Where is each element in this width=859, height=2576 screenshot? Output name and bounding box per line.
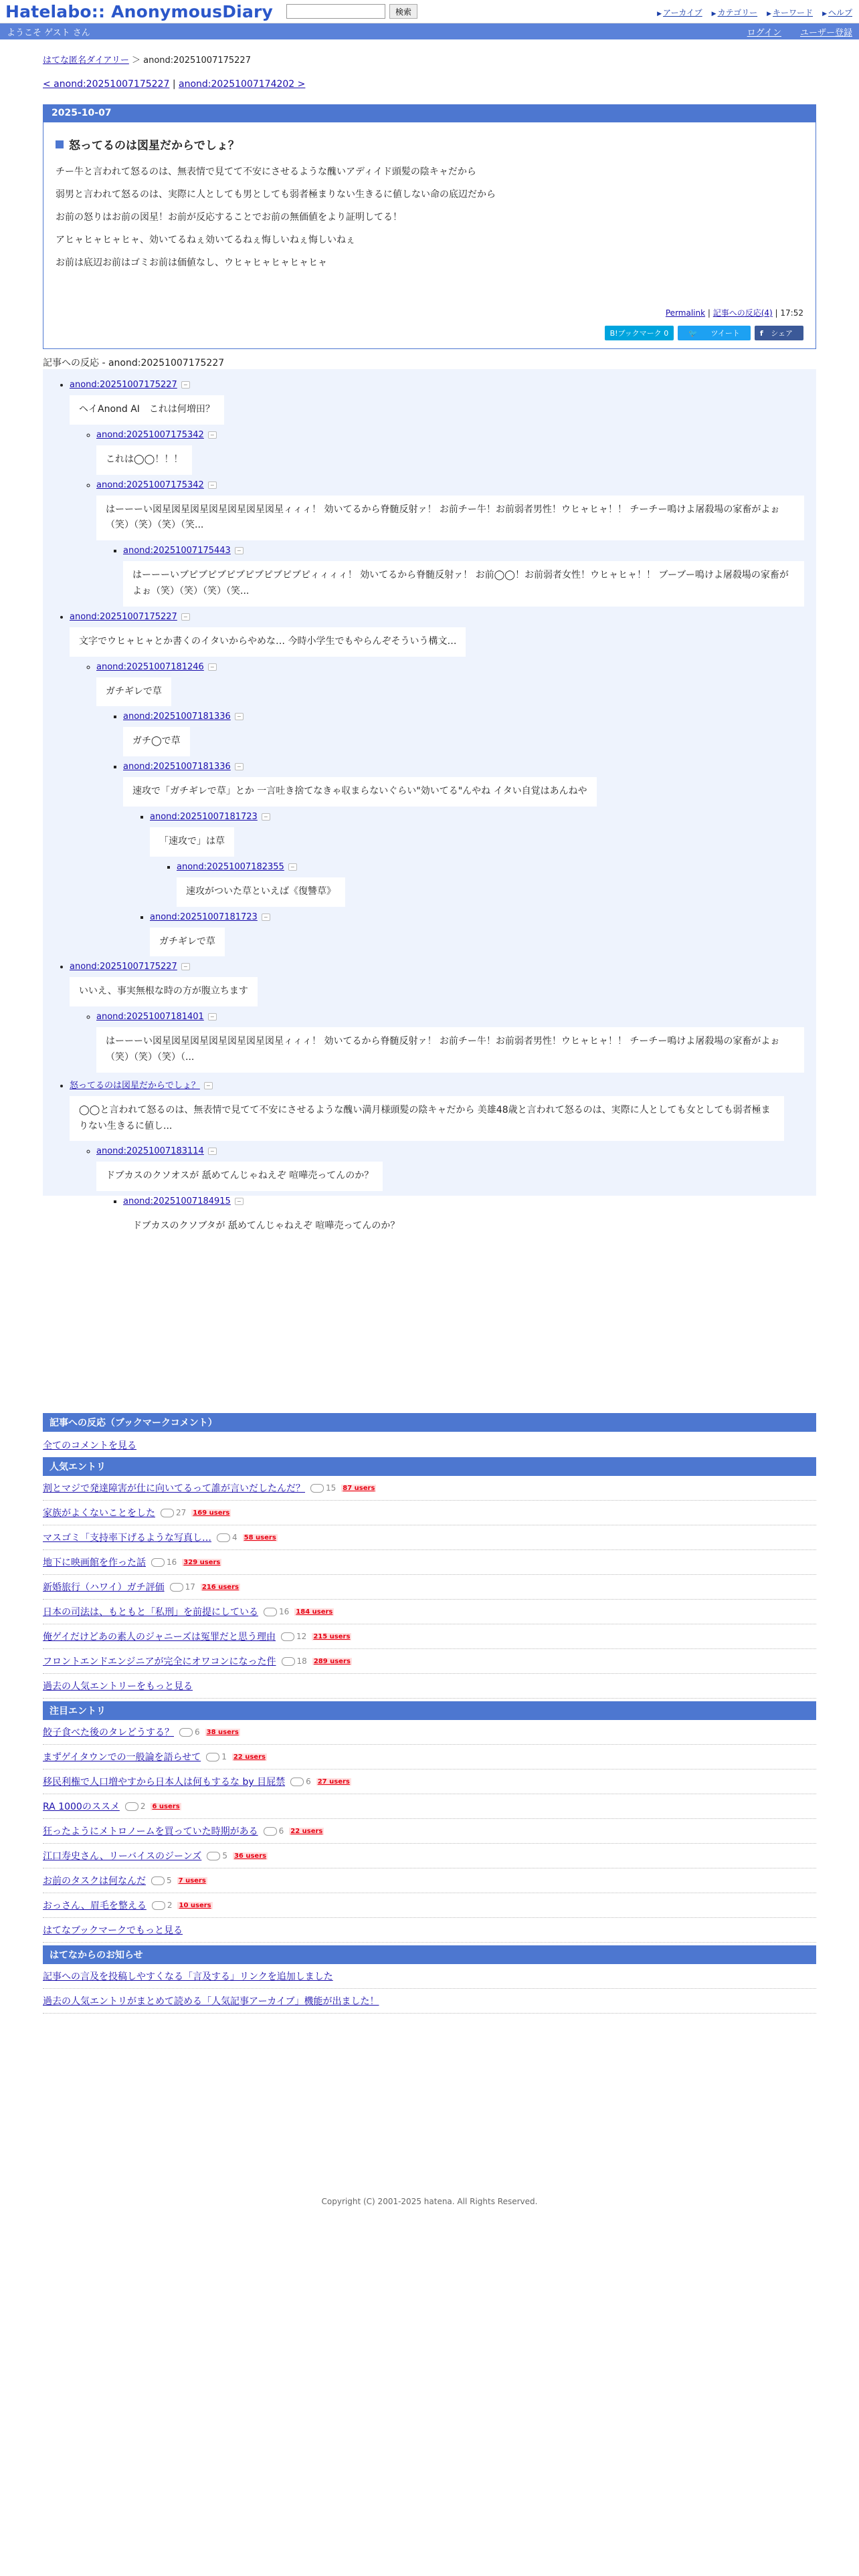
login-link[interactable]: ログイン bbox=[747, 27, 781, 38]
comment-count-value: 17 bbox=[185, 1582, 195, 1592]
comment-count-value: 2 bbox=[140, 1802, 146, 1811]
comment-count-value: 18 bbox=[296, 1656, 307, 1666]
category-link[interactable]: カテゴリー bbox=[717, 8, 758, 17]
response-link[interactable]: anond:20251007175342 bbox=[96, 429, 204, 440]
users-badge[interactable]: 38 users bbox=[206, 1728, 239, 1736]
notices-heading: はてなからのお知らせ bbox=[43, 1945, 816, 1964]
comment-count-value: 5 bbox=[167, 1876, 172, 1885]
copyright: Copyright (C) 2001-2025 hatena. All Rights Reserved. bbox=[321, 2197, 538, 2206]
collapse-icon[interactable]: − bbox=[235, 547, 244, 554]
response-link[interactable]: anond:20251007183114 bbox=[96, 1146, 204, 1157]
response-link[interactable]: anond:20251007182355 bbox=[177, 861, 284, 872]
response-text: いいえ、事実無根な時の方が腹立ちます bbox=[70, 977, 258, 1006]
facebook-icon: f bbox=[759, 329, 763, 338]
breadcrumb-sep: ＞ bbox=[131, 56, 140, 66]
response-children bbox=[70, 1012, 804, 1073]
triangle-icon: ▶ bbox=[711, 11, 717, 17]
breadcrumb-home[interactable]: はてな匿名ダイアリー bbox=[43, 56, 129, 66]
comment-bubble-icon bbox=[179, 1728, 193, 1737]
response-link[interactable]: anond:20251007175227 bbox=[70, 962, 177, 972]
comment-count[interactable] bbox=[206, 1752, 227, 1761]
comment-bubble-icon bbox=[151, 1876, 165, 1885]
entry-list-link[interactable]: 地下に映画館を作った話 bbox=[43, 1558, 146, 1568]
comment-count-value: 16 bbox=[279, 1607, 290, 1616]
entry-paragraph: チー牛と言われて怒るのは、無表情で見てて不安にさせるような醜いアディイド頭髪の陰キャだから bbox=[56, 167, 476, 177]
users-badge[interactable]: 7 users bbox=[178, 1876, 206, 1885]
response-link[interactable]: anond:20251007181723 bbox=[150, 811, 258, 822]
entry-box bbox=[43, 104, 816, 349]
response-item bbox=[177, 862, 804, 907]
entry-title bbox=[56, 136, 803, 152]
entry-list-link[interactable]: RA 1000のススメ bbox=[43, 1802, 120, 1812]
comment-count[interactable] bbox=[217, 1533, 237, 1542]
entry-list-row bbox=[43, 1624, 816, 1649]
response-text: はーーーい図星図星図星図星図星図星図星ィィィ！ 効いてるから脊髄反射ァ！ お前チー牛！お前弱者男性！ウヒャヒャ！！ チーチー鳴けよ屠殺場の家畜がよぉ（笑）（笑）（笑）（... bbox=[96, 1027, 804, 1073]
users-badge[interactable]: 36 users bbox=[233, 1852, 267, 1860]
entry-body bbox=[56, 165, 803, 269]
response-children bbox=[96, 546, 804, 607]
responses-list bbox=[55, 380, 804, 1241]
user-bar bbox=[0, 23, 859, 39]
comment-bubble-icon bbox=[264, 1608, 277, 1616]
entry-paragraph: アヒャヒャヒャヒャ、効いてるねぇ効いてるねぇ悔しいねぇ悔しいねぇ bbox=[56, 235, 355, 245]
comment-count[interactable] bbox=[310, 1483, 336, 1493]
entry-list-row bbox=[43, 1844, 816, 1868]
entry-list-link[interactable]: 新婚旅行（ハワイ）ガチ評価 bbox=[43, 1582, 165, 1593]
response-children bbox=[70, 662, 804, 957]
entry-list-row bbox=[43, 1720, 816, 1745]
collapse-icon[interactable]: − bbox=[235, 713, 244, 720]
entry-list-row bbox=[43, 1575, 816, 1600]
users-badge[interactable]: 169 users bbox=[193, 1509, 230, 1517]
response-children bbox=[70, 430, 804, 607]
response-link[interactable]: anond:20251007181401 bbox=[96, 1012, 204, 1023]
response-item bbox=[150, 812, 804, 907]
entry-list-row bbox=[43, 1501, 816, 1525]
users-badge[interactable]: 27 users bbox=[317, 1778, 350, 1786]
response-text: 文字でウヒャヒャとか書くのイタいからやめな… 今時小学生でもやらんぞそういう構文… bbox=[70, 627, 466, 657]
noteworthy-list bbox=[43, 1720, 816, 1918]
popular-heading: 人気エントリ bbox=[43, 1457, 816, 1476]
response-link[interactable]: anond:20251007181336 bbox=[123, 712, 231, 722]
response-children bbox=[150, 862, 804, 907]
response-text: ガチギレで草 bbox=[150, 928, 225, 957]
comment-count-value: 2 bbox=[167, 1901, 173, 1910]
facebook-label: シェア bbox=[771, 329, 793, 338]
response-text: ガチ◯で草 bbox=[123, 727, 190, 756]
share-buttons bbox=[605, 326, 803, 340]
entry-footer: Permalink | 記事への反応(4) | 17:52 bbox=[665, 308, 803, 318]
comment-count[interactable] bbox=[281, 1632, 306, 1641]
entry-paragraph: お前の怒りはお前の図星！お前が反応することでお前の無価値をより証明してる！ bbox=[56, 212, 402, 223]
comment-count[interactable] bbox=[290, 1777, 311, 1786]
collapse-icon[interactable]: − bbox=[235, 763, 244, 770]
response-item bbox=[123, 762, 804, 956]
help-link[interactable]: ヘルプ bbox=[828, 8, 852, 17]
entry-list-row bbox=[43, 1819, 816, 1844]
entry-list-link[interactable]: 移民利権で人口増やすから日本人は何もするな by 目屁禁 bbox=[43, 1777, 286, 1788]
hatena-bookmark-button[interactable]: B!ブックマーク 0 bbox=[605, 326, 674, 340]
comment-bubble-icon bbox=[170, 1583, 183, 1592]
tweet-label: ツイート bbox=[710, 329, 740, 338]
response-link[interactable]: anond:20251007175227 bbox=[70, 380, 177, 390]
response-text: はーーーいブピブピブピブピブピブピブピィィィィ！ 効いてるから脊髄反射ァ！ お前◯◯！お前弱者女性！ウヒャヒャ！！ ブーブー鳴けよ屠殺場の家畜がよぉ（笑）（笑）（笑）（笑... bbox=[123, 561, 804, 607]
response-link[interactable]: anond:20251007181246 bbox=[96, 661, 204, 672]
all-comments-link[interactable]: 全てのコメントを見る bbox=[43, 1440, 136, 1451]
top-links bbox=[657, 7, 852, 18]
users-badge[interactable]: 215 users bbox=[313, 1632, 351, 1640]
users-badge[interactable]: 289 users bbox=[313, 1657, 351, 1665]
collapse-icon[interactable]: − bbox=[262, 813, 270, 821]
breadcrumb bbox=[43, 53, 816, 66]
comment-bubble-icon bbox=[217, 1533, 230, 1542]
prev-link[interactable]: < anond:20251007175227 bbox=[43, 79, 170, 90]
response-text: ヘイAnond AI これは何増田？ bbox=[70, 395, 224, 425]
response-item bbox=[123, 546, 804, 607]
triangle-icon: ▶ bbox=[657, 11, 662, 17]
response-text: ドブカスのクソブタが 舐めてんじゃねえぞ 喧嘩売ってんのか？ bbox=[123, 1212, 409, 1241]
entry-list-link[interactable]: 江口寿史さん、リーバイスのジーンズ bbox=[43, 1851, 202, 1862]
collapse-icon[interactable]: − bbox=[208, 481, 217, 489]
prev-next-nav bbox=[43, 79, 816, 90]
notice-link[interactable]: 記事への言及を投稿しやすくなる「言及する」リンクを追加しました bbox=[43, 1971, 333, 1982]
response-text: ◯◯と言われて怒るのは、無表情で見てて不安にさせるような醜い満月様頭髪の陰キャだから 美雄48歳と言われて怒るのは、実際に人としても女としても弱者極まりない生きるに値し... bbox=[70, 1096, 784, 1142]
comment-bubble-icon bbox=[206, 1753, 219, 1761]
comment-count[interactable] bbox=[170, 1582, 195, 1592]
collapse-icon[interactable]: − bbox=[204, 1082, 213, 1089]
entry-date: 2025-10-07 bbox=[43, 105, 816, 122]
comment-count-value: 15 bbox=[326, 1483, 337, 1493]
top-header bbox=[0, 0, 859, 23]
entry-list-link[interactable]: 狂ったようにメトロノームを買っていた時期がある bbox=[43, 1826, 258, 1837]
tweet-button[interactable] bbox=[678, 326, 751, 340]
collapse-icon[interactable]: − bbox=[288, 863, 297, 871]
response-item bbox=[70, 380, 804, 607]
responses-tree bbox=[43, 369, 816, 1232]
users-badge[interactable]: 6 users bbox=[152, 1802, 180, 1810]
response-item bbox=[123, 712, 804, 756]
response-text: 「速攻で」は草 bbox=[150, 827, 234, 857]
comment-count[interactable] bbox=[151, 1876, 172, 1885]
site-logo[interactable]: Hatelabo:: AnonymousDiary bbox=[5, 1, 274, 21]
noteworthy-more-link[interactable]: はてなブックマークでもっと見る bbox=[43, 1925, 183, 1936]
comment-count[interactable] bbox=[207, 1851, 227, 1860]
response-item bbox=[70, 612, 804, 957]
entry-paragraph: 弱男と言われて怒るのは、実際に人としても男としても弱者極まりない生きるに値しない命の底辺だから bbox=[56, 189, 496, 200]
entry-list-row bbox=[43, 1525, 816, 1550]
response-text: ガチギレで草 bbox=[96, 677, 171, 707]
triangle-icon: ▶ bbox=[767, 11, 772, 17]
comment-bubble-icon bbox=[281, 1632, 294, 1641]
entry-list-row bbox=[43, 1550, 816, 1575]
nav-sep: | bbox=[172, 79, 176, 90]
response-children bbox=[96, 712, 804, 956]
comment-count[interactable] bbox=[125, 1802, 146, 1811]
response-link[interactable]: anond:20251007175443 bbox=[123, 546, 231, 556]
entry-list-row bbox=[43, 1893, 816, 1918]
collapse-icon[interactable]: − bbox=[208, 663, 217, 671]
response-link[interactable]: anond:20251007175227 bbox=[70, 611, 177, 622]
square-bullet-icon bbox=[56, 140, 64, 148]
collapse-icon[interactable]: − bbox=[208, 1148, 217, 1155]
entry-list-row bbox=[43, 1769, 816, 1794]
response-item bbox=[96, 662, 804, 957]
comment-count-value: 6 bbox=[306, 1777, 311, 1786]
comment-count-value: 27 bbox=[176, 1508, 187, 1517]
triangle-icon: ▶ bbox=[822, 11, 827, 17]
reactions-link[interactable]: 記事への反応(4) bbox=[712, 308, 773, 318]
entry-time: 17:52 bbox=[780, 308, 803, 318]
comment-count-value: 4 bbox=[232, 1533, 237, 1542]
collapse-icon[interactable]: − bbox=[181, 381, 190, 389]
entry-title-text: 怒ってるのは図星だからでしょ？ bbox=[69, 139, 240, 152]
comment-count-value: 6 bbox=[195, 1727, 200, 1737]
comment-count[interactable] bbox=[264, 1826, 284, 1836]
comment-count[interactable] bbox=[161, 1508, 186, 1517]
entry-list-row bbox=[43, 1600, 816, 1624]
main-content bbox=[43, 53, 816, 2014]
comment-count-value: 16 bbox=[167, 1558, 177, 1567]
entry-list-row bbox=[43, 1649, 816, 1674]
entry-list-row bbox=[43, 1794, 816, 1819]
comment-count[interactable] bbox=[282, 1656, 307, 1666]
comment-bubble-icon bbox=[125, 1802, 138, 1811]
archive-link[interactable]: アーカイブ bbox=[662, 8, 702, 17]
search-form bbox=[286, 4, 417, 19]
popular-list bbox=[43, 1476, 816, 1674]
search-input[interactable] bbox=[286, 4, 385, 19]
response-text: これは◯◯！！！ bbox=[96, 445, 192, 475]
response-item bbox=[70, 962, 804, 1072]
response-text: 速攻がついた草といえば《復讐草》 bbox=[177, 877, 345, 907]
comment-count[interactable] bbox=[179, 1727, 200, 1737]
entry-list-link[interactable]: フロントエンドエンジニアが完全にオワコンになった件 bbox=[43, 1656, 276, 1667]
comment-bubble-icon bbox=[207, 1852, 220, 1860]
collapse-icon[interactable]: − bbox=[208, 1013, 217, 1021]
collapse-icon[interactable]: − bbox=[235, 1198, 244, 1205]
response-item bbox=[96, 430, 804, 475]
twitter-icon: 🐦 bbox=[688, 329, 698, 338]
response-item bbox=[96, 1012, 804, 1073]
users-badge[interactable]: 184 users bbox=[296, 1608, 333, 1616]
notice-link[interactable]: 過去の人気エントリがまとめて読める「人気記事アーカイブ」機能が出ました！ bbox=[43, 1996, 379, 2007]
entry-list-link[interactable]: 俺ゲイだけどあの素人のジャニーズは冤罪だと思う理由 bbox=[43, 1632, 276, 1642]
collapse-icon[interactable]: − bbox=[181, 613, 190, 621]
entry-list-link[interactable]: 割とマジで発達障害が仕に向いてるって誰が言いだしたんだ？ bbox=[43, 1483, 305, 1494]
noteworthy-heading: 注目エントリ bbox=[43, 1701, 816, 1720]
comment-count-value: 1 bbox=[221, 1752, 227, 1761]
collapse-icon[interactable]: − bbox=[181, 963, 190, 970]
search-button[interactable]: 検索 bbox=[389, 4, 417, 19]
entry-list-row bbox=[43, 1745, 816, 1769]
comment-bubble-icon bbox=[310, 1484, 324, 1493]
comment-count-value: 5 bbox=[222, 1851, 227, 1860]
welcome-text: ようこそ ゲスト さん bbox=[7, 27, 90, 38]
comment-count-value: 6 bbox=[278, 1826, 284, 1836]
permalink-link[interactable]: Permalink bbox=[665, 308, 706, 318]
responses-heading: 記事への反応 - anond:20251007175227 bbox=[43, 358, 225, 368]
entry-list-link[interactable]: 餃子食べた後のタレどうする？ bbox=[43, 1727, 174, 1738]
response-link[interactable]: anond:20251007181723 bbox=[150, 911, 258, 922]
comment-bubble-icon bbox=[282, 1657, 295, 1666]
entry-list-link[interactable]: マスゴミ「支持率下げるような写真し… bbox=[43, 1533, 211, 1543]
comment-bubble-icon bbox=[264, 1827, 277, 1836]
response-text: はーーーい図星図星図星図星図星図星図星ィィィ！ 効いてるから脊髄反射ァ！ お前チー牛！お前弱者男性！ウヒャヒャ！！ チーチー鳴けよ屠殺場の家畜がよぉ（笑）（笑）（笑）（笑... bbox=[96, 496, 804, 541]
users-badge[interactable]: 87 users bbox=[343, 1484, 375, 1492]
comment-bubble-icon bbox=[161, 1509, 174, 1517]
entry-list-link[interactable]: 日本の司法は、もともと「私刑」を前提にしている bbox=[43, 1607, 258, 1618]
response-item bbox=[150, 912, 804, 957]
entry-list-row bbox=[43, 1868, 816, 1893]
comment-bubble-icon bbox=[290, 1778, 304, 1786]
entry-paragraph: お前は底辺お前はゴミお前は価値なし、ウヒャヒャヒャヒャヒャ bbox=[56, 257, 327, 268]
keyword-link[interactable]: キーワード bbox=[773, 8, 814, 17]
breadcrumb-current: anond:20251007175227 bbox=[143, 56, 251, 66]
entry-list-link[interactable]: 家族がよくないことをした bbox=[43, 1508, 155, 1519]
users-badge[interactable]: 22 users bbox=[290, 1827, 323, 1835]
register-link[interactable]: ユーザー登録 bbox=[799, 27, 852, 38]
entry-list-row bbox=[43, 1476, 816, 1501]
response-text: 速攻で「ガチギレで草」とか 一言吐き捨てなきゃ収まらないぐらい"効いてる"んやね イタい自覚はあんねや bbox=[123, 777, 597, 807]
users-badge[interactable]: 22 users bbox=[233, 1753, 266, 1761]
collapse-icon[interactable]: − bbox=[208, 431, 217, 439]
comment-count[interactable] bbox=[151, 1558, 177, 1567]
collapse-icon[interactable]: − bbox=[262, 914, 270, 921]
response-link[interactable]: anond:20251007175342 bbox=[96, 479, 204, 490]
users-badge[interactable]: 216 users bbox=[201, 1583, 239, 1591]
next-link[interactable]: anond:20251007174202 > bbox=[179, 79, 306, 90]
response-item bbox=[96, 480, 804, 607]
response-text: ドブカスのクソオスが 舐めてんじゃねえぞ 喧嘩売ってんのか？ bbox=[96, 1162, 383, 1191]
popular-more-link[interactable]: 過去の人気エントリーをもっと見る bbox=[43, 1681, 193, 1692]
comment-bubble-icon bbox=[152, 1901, 165, 1910]
response-link[interactable]: 怒ってるのは図星だからでしょ？ bbox=[70, 1080, 200, 1091]
response-link[interactable]: anond:20251007184915 bbox=[123, 1196, 231, 1207]
comment-count[interactable] bbox=[152, 1901, 173, 1910]
response-link[interactable]: anond:20251007181336 bbox=[123, 762, 231, 772]
bookmark-section-heading: 記事への反応（ブックマークコメント） bbox=[43, 1413, 816, 1432]
entry-list-link[interactable]: まずゲイタウンでの一般論を語らせて bbox=[43, 1752, 201, 1763]
users-badge[interactable]: 10 users bbox=[179, 1901, 211, 1909]
entry-list-link[interactable]: おっさん、眉毛を整える bbox=[43, 1901, 147, 1911]
response-children bbox=[123, 812, 804, 956]
facebook-share-button[interactable] bbox=[755, 326, 803, 340]
comment-count-value: 12 bbox=[296, 1632, 307, 1641]
comment-bubble-icon bbox=[151, 1558, 165, 1567]
users-badge[interactable]: 58 users bbox=[244, 1533, 276, 1541]
users-badge[interactable]: 329 users bbox=[183, 1558, 221, 1566]
comment-count[interactable] bbox=[264, 1607, 289, 1616]
entry-list-link[interactable]: お前のタスクは何なんだ bbox=[43, 1876, 146, 1887]
